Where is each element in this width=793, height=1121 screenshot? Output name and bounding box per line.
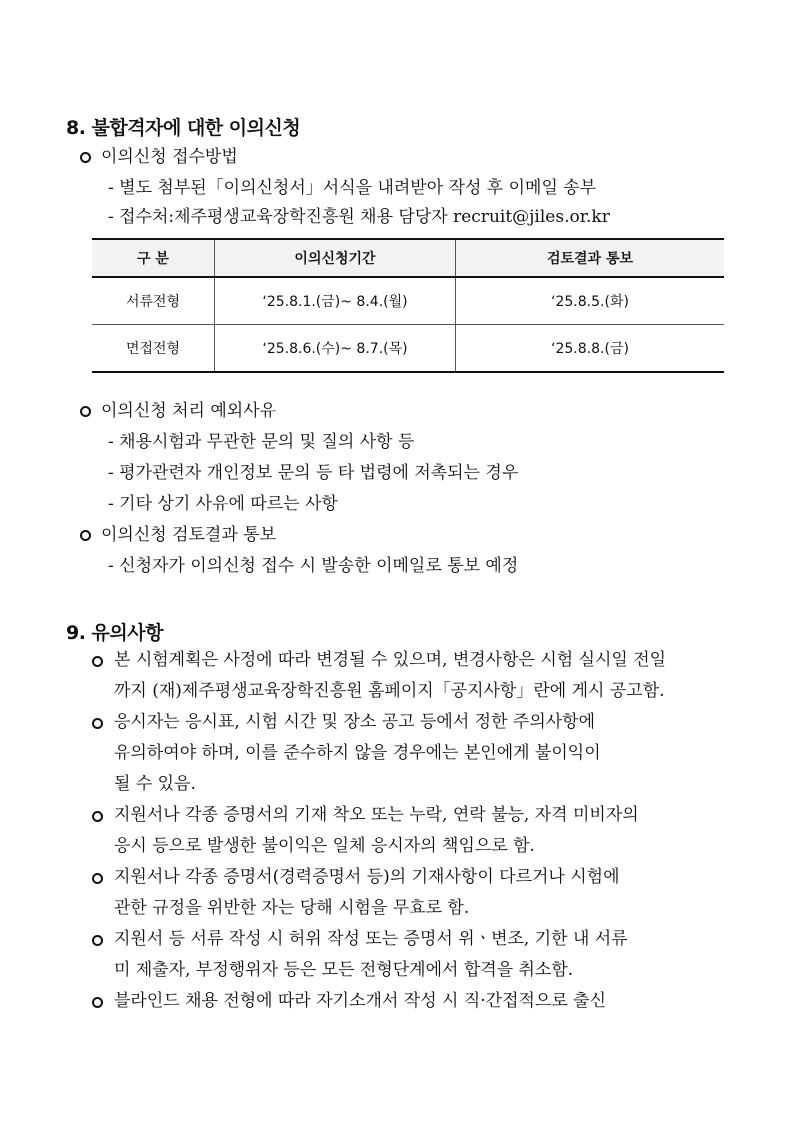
circle-bullet-icon xyxy=(80,406,91,417)
circle-bullet-icon xyxy=(80,530,91,541)
table-header-row xyxy=(92,239,724,277)
method-item: - 별도 첨부된「이의신청서」서식을 내려받아 작성 후 이메일 송부 xyxy=(108,178,597,198)
circle-bullet-icon xyxy=(80,152,91,163)
notice-paragraph xyxy=(114,924,729,986)
paragraph-line: 지원서 등 서류 작성 시 허위 작성 또는 증명서 위ㆍ변조, 기한 내 서류 xyxy=(114,929,628,949)
exception-item: - 평가관련자 개인정보 문의 등 타 법령에 저촉되는 경우 xyxy=(108,463,519,483)
table-header: 검토결과 통보 xyxy=(456,239,725,277)
table-row xyxy=(92,325,724,373)
table-cell: ‘25.8.5.(화) xyxy=(456,277,725,325)
notice-item: - 신청자가 이의신청 접수 시 발송한 이메일로 통보 예정 xyxy=(108,556,519,576)
notice-paragraph xyxy=(114,800,729,862)
circle-bullet-icon xyxy=(92,656,103,667)
table-cell: 서류전형 xyxy=(92,277,215,325)
exception-item: - 기타 상기 사유에 따르는 사항 xyxy=(108,494,338,514)
notice-paragraph xyxy=(114,645,729,707)
circle-bullet-icon xyxy=(92,811,103,822)
paragraph-line: 응시자는 응시표, 시험 시간 및 장소 공고 등에서 정한 주의사항에 xyxy=(114,712,596,732)
table-cell: ‘25.8.1.(금)~ 8.4.(월) xyxy=(215,277,456,325)
circle-bullet-icon xyxy=(92,873,103,884)
paragraph-line: 본 시험계획은 사정에 따라 변경될 수 있으며, 변경사항은 시험 실시일 전일 xyxy=(114,650,667,670)
section-8-title: 8. 불합격자에 대한 이의신청 xyxy=(66,117,301,139)
paragraph-line: 미 제출자, 부정행위자 등은 모든 전형단계에서 합격을 취소함. xyxy=(114,960,574,980)
paragraph-line: 관한 규정을 위반한 자는 당해 시험을 무효로 함. xyxy=(114,898,470,918)
circle-bullet-icon xyxy=(92,935,103,946)
paragraph-line: 응시 등으로 발생한 불이익은 일체 응시자의 책임으로 함. xyxy=(114,836,535,856)
notice-heading: 이의신청 검토결과 통보 xyxy=(101,525,277,545)
appeal-schedule-table xyxy=(92,238,724,373)
paragraph-line: 유의하여야 하며, 이를 준수하지 않을 경우에는 본인에게 불이익이 xyxy=(114,743,601,763)
table-cell: 면접전형 xyxy=(92,325,215,373)
notice-paragraph xyxy=(114,986,729,1017)
table-header: 구 분 xyxy=(92,239,215,277)
exception-item: - 채용시험과 무관한 문의 및 질의 사항 등 xyxy=(108,432,415,452)
paragraph-line: 블라인드 채용 전형에 따라 자기소개서 작성 시 직·간접적으로 출신 xyxy=(114,991,607,1011)
paragraph-line: 될 수 있음. xyxy=(114,774,196,794)
exception-heading: 이의신청 처리 예외사유 xyxy=(101,401,277,421)
paragraph-line: 지원서나 각종 증명서의 기재 착오 또는 누락, 연락 불능, 자격 미비자의 xyxy=(114,805,639,825)
paragraph-line: 까지 (재)제주평생교육장학진흥원 홈페이지「공지사항」란에 게시 공고함. xyxy=(114,681,665,701)
notice-paragraph xyxy=(114,707,729,800)
method-item: - 접수처:제주평생교육장학진흥원 채용 담당자 recruit@jiles.or.kr xyxy=(108,207,610,227)
table-cell: ‘25.8.8.(금) xyxy=(456,325,725,373)
table-cell: ‘25.8.6.(수)~ 8.7.(목) xyxy=(215,325,456,373)
paragraph-line: 지원서나 각종 증명서(경력증명서 등)의 기재사항이 다르거나 시험에 xyxy=(114,867,620,887)
circle-bullet-icon xyxy=(92,997,103,1008)
table-header: 이의신청기간 xyxy=(215,239,456,277)
notice-paragraph xyxy=(114,862,729,924)
table-row xyxy=(92,277,724,325)
method-heading: 이의신청 접수방법 xyxy=(101,147,238,167)
section-9-title: 9. 유의사항 xyxy=(66,622,163,644)
circle-bullet-icon xyxy=(92,718,103,729)
